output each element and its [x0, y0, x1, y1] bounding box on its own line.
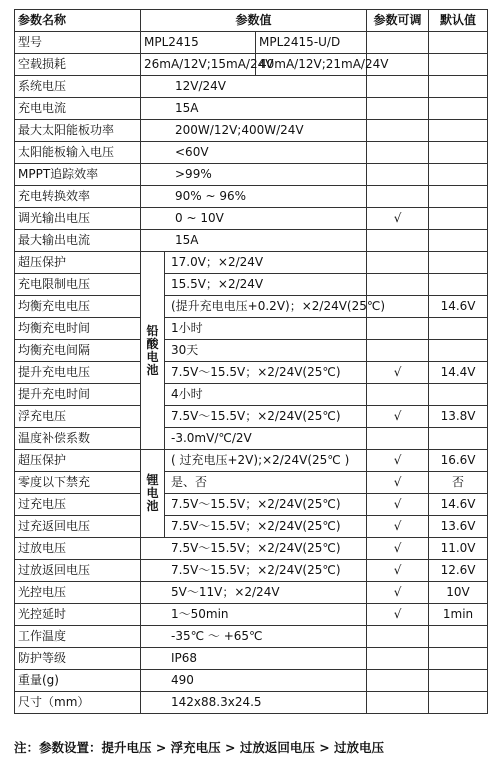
table-row	[15, 362, 488, 384]
group-label-char: 铅	[146, 323, 159, 338]
param-value-model-b: MPL2415-U/D	[256, 32, 367, 54]
default-value	[429, 186, 488, 208]
param-value: 30天	[165, 340, 367, 362]
param-name: 最大输出电流	[15, 230, 141, 252]
default-value	[429, 670, 488, 692]
default-value	[429, 32, 488, 54]
header-default: 默认值	[429, 10, 488, 32]
adjustable-mark	[367, 384, 429, 406]
adjustable-mark: √	[367, 450, 429, 472]
param-name: 光控电压	[15, 582, 141, 604]
param-name: 均衡充电间隔	[15, 340, 141, 362]
param-value: 17.0V；×2/24V	[165, 252, 367, 274]
param-value: 7.5V～15.5V；×2/24V(25℃)	[141, 538, 367, 560]
adjustable-mark: √	[367, 406, 429, 428]
table-row	[15, 384, 488, 406]
spec-table	[14, 9, 488, 714]
table-row	[15, 494, 488, 516]
adjustable-mark	[367, 340, 429, 362]
default-value: 16.6V	[429, 450, 488, 472]
param-name: 尺寸（mm）	[15, 692, 141, 714]
param-name: 浮充电压	[15, 406, 141, 428]
param-name: 太阳能板输入电压	[15, 142, 141, 164]
param-value: 7.5V～15.5V；×2/24V(25℃)	[165, 406, 367, 428]
param-name: 最大太阳能板功率	[15, 120, 141, 142]
param-name: 提升充电电压	[15, 362, 141, 384]
default-value: 12.6V	[429, 560, 488, 582]
param-name: 系统电压	[15, 76, 141, 98]
param-value-model-a: MPL2415	[141, 32, 256, 54]
param-value: 7.5V～15.5V；×2/24V(25℃)	[165, 362, 367, 384]
lithium-battery-group	[141, 450, 165, 538]
adjustable-mark	[367, 142, 429, 164]
adjustable-mark	[367, 32, 429, 54]
table-row	[15, 32, 488, 54]
default-value	[429, 626, 488, 648]
table-row	[15, 142, 488, 164]
header-row	[15, 10, 488, 32]
table-row	[15, 428, 488, 450]
param-value: IP68	[141, 648, 367, 670]
adjustable-mark	[367, 120, 429, 142]
group-label-char: 电	[146, 349, 159, 364]
default-value	[429, 340, 488, 362]
table-row	[15, 340, 488, 362]
table-row	[15, 186, 488, 208]
adjustable-mark: √	[367, 604, 429, 626]
param-name: 超压保护	[15, 450, 141, 472]
table-row	[15, 472, 488, 494]
param-name: 空载损耗	[15, 54, 141, 76]
default-value: 14.6V	[429, 296, 488, 318]
param-name: 工作温度	[15, 626, 141, 648]
table-row	[15, 582, 488, 604]
param-value: 7.5V～15.5V；×2/24V(25℃)	[165, 494, 367, 516]
adjustable-mark	[367, 252, 429, 274]
default-value: 13.6V	[429, 516, 488, 538]
default-value: 14.6V	[429, 494, 488, 516]
default-value: 13.8V	[429, 406, 488, 428]
param-value: 1～50min	[141, 604, 367, 626]
group-label-char: 锂	[146, 473, 159, 487]
adjustable-mark: √	[367, 516, 429, 538]
param-name: 型号	[15, 32, 141, 54]
table-row	[15, 670, 488, 692]
default-value	[429, 428, 488, 450]
param-value: 15A	[141, 98, 367, 120]
table-row	[15, 54, 488, 76]
table-row	[15, 76, 488, 98]
adjustable-mark: √	[367, 538, 429, 560]
group-label-char: 电	[146, 486, 159, 500]
table-row	[15, 626, 488, 648]
param-name: 充电限制电压	[15, 274, 141, 296]
param-name: MPPT追踪效率	[15, 164, 141, 186]
lead-acid-battery-group	[141, 252, 165, 450]
default-value: 否	[429, 472, 488, 494]
adjustable-mark	[367, 274, 429, 296]
group-label-char: 池	[146, 362, 159, 377]
param-name: 均衡充电电压	[15, 296, 141, 318]
adjustable-mark: √	[367, 208, 429, 230]
adjustable-mark: √	[367, 582, 429, 604]
param-name: 超压保护	[15, 252, 141, 274]
default-value	[429, 274, 488, 296]
adjustable-mark	[367, 626, 429, 648]
table-row	[15, 164, 488, 186]
param-value: 90% ~ 96%	[141, 186, 367, 208]
default-value	[429, 208, 488, 230]
default-value	[429, 76, 488, 98]
adjustable-mark: √	[367, 560, 429, 582]
param-name: 过充电压	[15, 494, 141, 516]
header-param-value: 参数值	[141, 10, 367, 32]
spec-table-body	[15, 10, 488, 714]
default-value: 1min	[429, 604, 488, 626]
param-name: 防护等级	[15, 648, 141, 670]
default-value	[429, 648, 488, 670]
group-label-char: 酸	[146, 336, 159, 351]
adjustable-mark: √	[367, 472, 429, 494]
default-value	[429, 98, 488, 120]
param-value-model-a: 26mA/12V;15mA/24V	[141, 54, 256, 76]
param-value: <60V	[141, 142, 367, 164]
param-value: 142x88.3x24.5	[141, 692, 367, 714]
adjustable-mark	[367, 186, 429, 208]
param-value: 是、否	[165, 472, 367, 494]
adjustable-mark	[367, 164, 429, 186]
param-value: 15A	[141, 230, 367, 252]
default-value	[429, 54, 488, 76]
table-row	[15, 450, 488, 472]
adjustable-mark	[367, 318, 429, 340]
param-value: 7.5V～15.5V；×2/24V(25℃)	[141, 560, 367, 582]
param-value: 1小时	[165, 318, 367, 340]
param-name: 过放返回电压	[15, 560, 141, 582]
param-value: 490	[141, 670, 367, 692]
default-value	[429, 230, 488, 252]
table-row	[15, 648, 488, 670]
param-value-model-b: 40mA/12V;21mA/24V	[256, 54, 367, 76]
default-value	[429, 692, 488, 714]
param-name: 过充返回电压	[15, 516, 141, 538]
param-value: -35℃ ～ +65℃	[141, 626, 367, 648]
param-value: -3.0mV/℃/2V	[165, 428, 367, 450]
table-row	[15, 252, 488, 274]
table-row	[15, 406, 488, 428]
param-name: 温度补偿系数	[15, 428, 141, 450]
default-value	[429, 142, 488, 164]
param-name: 充电转换效率	[15, 186, 141, 208]
adjustable-mark	[367, 648, 429, 670]
group-label-char: 池	[146, 499, 159, 513]
table-row	[15, 560, 488, 582]
adjustable-mark: √	[367, 362, 429, 384]
default-value	[429, 164, 488, 186]
param-value: 200W/12V;400W/24V	[141, 120, 367, 142]
default-value: 11.0V	[429, 538, 488, 560]
param-value: 12V/24V	[141, 76, 367, 98]
header-param-name: 参数名称	[15, 10, 141, 32]
default-value	[429, 384, 488, 406]
param-name: 调光输出电压	[15, 208, 141, 230]
table-row	[15, 120, 488, 142]
default-value	[429, 252, 488, 274]
table-row	[15, 230, 488, 252]
default-value: 10V	[429, 582, 488, 604]
default-value	[429, 120, 488, 142]
default-value	[429, 318, 488, 340]
adjustable-mark	[367, 230, 429, 252]
param-value: (提升充电电压+0.2V)；×2/24V(25℃)	[165, 296, 367, 318]
table-row	[15, 274, 488, 296]
param-name: 过放电压	[15, 538, 141, 560]
param-value: 15.5V；×2/24V	[165, 274, 367, 296]
table-row	[15, 604, 488, 626]
header-adjustable: 参数可调	[367, 10, 429, 32]
param-value: 0 ~ 10V	[141, 208, 367, 230]
default-value: 14.4V	[429, 362, 488, 384]
adjustable-mark	[367, 98, 429, 120]
param-value: ( 过充电压+2V);×2/24V(25℃ )	[165, 450, 367, 472]
table-row	[15, 516, 488, 538]
param-name: 重量(g)	[15, 670, 141, 692]
footnote: 注：参数设置：提升电压 > 浮充电压 > 过放返回电压 > 过放电压	[14, 740, 385, 755]
adjustable-mark	[367, 670, 429, 692]
param-name: 均衡充电时间	[15, 318, 141, 340]
param-value: 7.5V～15.5V；×2/24V(25℃)	[165, 516, 367, 538]
table-row	[15, 98, 488, 120]
param-name: 光控延时	[15, 604, 141, 626]
adjustable-mark	[367, 692, 429, 714]
param-name: 充电电流	[15, 98, 141, 120]
table-row	[15, 538, 488, 560]
param-name: 零度以下禁充	[15, 472, 141, 494]
adjustable-mark	[367, 428, 429, 450]
table-row	[15, 692, 488, 714]
param-value: >99%	[141, 164, 367, 186]
param-value: 4小时	[165, 384, 367, 406]
param-value: 5V～11V；×2/24V	[141, 582, 367, 604]
table-row	[15, 208, 488, 230]
adjustable-mark	[367, 76, 429, 98]
adjustable-mark: √	[367, 494, 429, 516]
table-row	[15, 318, 488, 340]
param-name: 提升充电时间	[15, 384, 141, 406]
table-row	[15, 296, 488, 318]
